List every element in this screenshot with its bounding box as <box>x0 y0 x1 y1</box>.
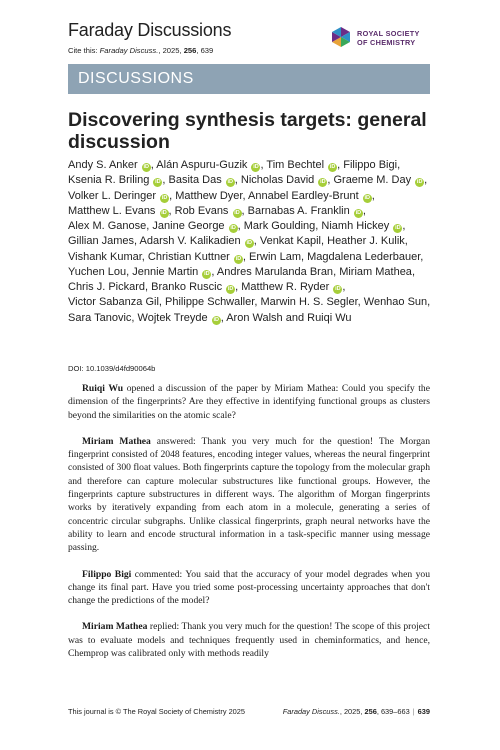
discussion-paragraph <box>68 435 430 555</box>
author-name[interactable]: Christian Kuttner <box>147 250 230 263</box>
orcid-icon[interactable]: iD <box>230 225 236 231</box>
author-name[interactable]: Graeme M. Day <box>333 174 412 187</box>
author-name[interactable]: Alex M. Ganose <box>68 220 147 232</box>
orcid-icon[interactable]: iD <box>253 164 259 170</box>
author-name[interactable]: Miriam Mathea <box>339 265 412 278</box>
author-name[interactable]: Barnabas A. Franklin <box>247 204 350 217</box>
rsc-logo-line2: OF CHEMISTRY <box>357 38 416 47</box>
orcid-icon[interactable]: iD <box>227 286 234 292</box>
speaker-name: Miriam Mathea <box>82 621 148 633</box>
author-name[interactable]: Mark Goulding <box>243 220 316 232</box>
footer-volume: 256 <box>364 707 377 716</box>
orcid-icon[interactable]: iD <box>320 179 326 186</box>
author-name[interactable]: Sara Tanovic <box>68 311 132 324</box>
orcid-icon[interactable]: iD <box>234 209 240 216</box>
author-name[interactable]: Annabel Eardley-Brunt <box>248 189 359 202</box>
author-name[interactable]: Vishank Kumar <box>68 250 142 263</box>
author-name[interactable]: Ruiqi Wu <box>307 311 352 324</box>
author-name[interactable]: Adarsh V. Kalikadien <box>139 235 241 248</box>
cite-year: , 2025, <box>158 46 184 55</box>
author-name[interactable]: Andy S. Anker <box>68 159 138 171</box>
author-name[interactable]: Matthew L. Evans <box>68 204 156 217</box>
orcid-icon[interactable]: iD <box>364 194 370 201</box>
speaker-name: Filippo Bigi <box>82 568 132 580</box>
author-name[interactable]: Alán Aspuru-Guzik <box>156 159 248 171</box>
author-name[interactable]: Niamh Hickey <box>321 220 390 232</box>
author-name[interactable]: Jennie Martin <box>132 265 199 278</box>
section-banner <box>68 64 430 94</box>
article-title: Discovering synthesis targets: general discussion <box>68 109 427 153</box>
footer-separator: | <box>412 707 415 716</box>
rsc-logo-line1: ROYAL SOCIETY <box>357 29 420 38</box>
author-name[interactable]: Matthew Dyer <box>175 189 243 202</box>
speaker-name: Miriam Mathea <box>82 435 151 447</box>
cite-journal: Faraday Discuss. <box>99 46 159 55</box>
citation-line <box>68 46 213 55</box>
author-name[interactable]: Philippe Schwaller <box>165 296 255 309</box>
author-name[interactable]: Heather J. Kulik <box>327 235 405 248</box>
author-list: Andy S. Anker iD , Alán Aspuru-Guzik iD , Tim Bechtel iD , Filippo Bigi, Ksenia R. Briling iD , Basita Das iD , Nicholas David iD , Graeme M. Day iD , Volker L. Deringer iD , Matthew Dyer, Annabel Eardley-Brunt iD , Matthew L. Evans iD , Rob Evans iD , Barnabas A. Franklin iD , Alex M. Ganose, Janine George iD , Mark Goulding, Niamh Hickey iD , Gillian James, Adarsh V. Kalikadien iD , Venkat Kapil, Heather J. Kulik, Vishank Kumar, Christian Kuttner iD , Erwin Lam, Magdalena Lederbauer, Yuchen Lou, Jennie Martin iD , Andres Marulanda Bran, Miriam Mathea, Chris J. Pickard, Branko Ruscic iD , Matthew R. Ryder iD , Victor Sabanza Gil, Philippe Schwaller, Marwin H. S. Segler, Wenhao Sun, Sara Tanovic, Wojtek Treyde iD , Aron Walsh and Ruiqi Wu <box>68 159 431 324</box>
author-name[interactable]: Chris J. Pickard <box>68 281 146 293</box>
paragraph-text: commented: You said that the accuracy of your model degrades when you change its final part. Have you tried some post-processing uncertainty approaches that don't change the predictions of the model? <box>68 568 431 607</box>
author-name[interactable]: Basita Das <box>168 174 222 187</box>
discussion-paragraph <box>68 382 430 422</box>
discussion-paragraph <box>68 568 430 608</box>
author-name[interactable]: Victor Sabanza Gil <box>68 296 159 309</box>
author-name[interactable]: Erwin Lam <box>249 250 302 263</box>
orcid-icon[interactable]: iD <box>161 194 168 201</box>
orcid-icon[interactable]: iD <box>204 270 210 277</box>
footer-page-number: 639 <box>417 707 430 716</box>
discussion-body <box>68 382 430 673</box>
author-name[interactable]: Volker L. Deringer <box>68 189 157 202</box>
footer-year: , 2025, <box>339 707 365 716</box>
journal-title: Faraday Discussions <box>68 20 232 40</box>
author-name[interactable]: Ksenia R. Briling <box>68 174 150 187</box>
footer-citation <box>283 707 430 716</box>
footer-copyright: This journal is © The Royal Society of Chemistry 2025 <box>68 707 246 716</box>
author-name[interactable]: Rob Evans <box>174 204 229 217</box>
author-name[interactable]: Marwin H. S. Segler <box>260 296 358 309</box>
author-name[interactable]: Filippo Bigi <box>343 159 398 171</box>
author-name[interactable]: Nicholas David <box>240 174 315 187</box>
orcid-icon[interactable]: iD <box>246 240 252 247</box>
author-name[interactable]: Wenhao Sun <box>363 296 428 309</box>
rsc-logo-text <box>357 29 420 47</box>
orcid-icon[interactable]: iD <box>161 209 167 216</box>
paragraph-text: replied: Thank you very much for the question! The scope of this project was to evaluate models and techniques frequently used in cheminformatics, and hence, Chemprop was calibrated only with methods readily <box>68 621 430 660</box>
orcid-icon[interactable]: iD <box>335 286 341 292</box>
footer-pages: , 639–663 <box>376 707 410 716</box>
rsc-logo[interactable] <box>330 26 450 52</box>
orcid-icon[interactable]: iD <box>235 255 242 262</box>
author-name[interactable]: Gillian James <box>68 235 135 248</box>
author-name[interactable]: Aron Walsh <box>226 311 283 324</box>
orcid-icon[interactable]: iD <box>227 179 234 186</box>
author-name[interactable]: Branko Ruscic <box>151 281 223 293</box>
orcid-icon[interactable]: iD <box>329 164 336 170</box>
author-name[interactable]: Andres Marulanda Bran <box>216 265 334 278</box>
orcid-icon[interactable]: iD <box>155 179 161 186</box>
discussion-paragraph <box>68 620 430 660</box>
rsc-hexagon-icon <box>330 26 352 48</box>
orcid-icon[interactable]: iD <box>395 225 401 231</box>
author-name[interactable]: Matthew R. Ryder <box>241 281 330 293</box>
orcid-icon[interactable]: iD <box>355 209 362 216</box>
orcid-icon[interactable]: iD <box>213 316 219 323</box>
paragraph-text: answered: Thank you very much for the question! The Morgan fingerprint consisted of 2048 features, encoding integer values, whereas the neural fingerprint consisted of 300 float values. Both fingerprints capture the topology from the molecular graph and therefore can capture molecular substructures like functional groups. However, the fingerprints capture substructures in different ways. The algorithm of Morgan fingerprints works by iteratively expanding from each atom in a molecule, generating a series of concentric circular subgraphs. Unlike classical fingerprints, graph neural networks have the ability to learn and encode structural information in a task-specific manner using message passing. <box>68 435 430 554</box>
cite-page: , 639 <box>196 46 214 55</box>
author-name[interactable]: Tim Bechtel <box>266 159 325 171</box>
author-name[interactable]: Venkat Kapil <box>259 235 321 248</box>
paragraph-text: opened a discussion of the paper by Miriam Mathea: Could you specify the dimension of the fingerprints? Are they effective in identifying functional groups as clusters beyond the similarities on the atomic scale? <box>68 383 430 421</box>
author-name[interactable]: Janine George <box>152 220 225 232</box>
author-name[interactable]: Yuchen Lou <box>68 265 127 278</box>
doi[interactable]: DOI: 10.1039/d4fd90064b <box>68 364 156 373</box>
cite-label: Cite this: <box>68 46 98 55</box>
cite-volume: 256 <box>183 46 197 55</box>
speaker-name: Ruiqi Wu <box>82 383 124 394</box>
footer-journal: Faraday Discuss. <box>282 707 340 716</box>
orcid-icon[interactable]: iD <box>416 179 423 186</box>
orcid-icon[interactable]: iD <box>143 164 150 170</box>
section-label: DISCUSSIONS <box>78 70 194 87</box>
author-name[interactable]: Magdalena Lederbauer <box>307 250 421 263</box>
author-name[interactable]: Wojtek Treyde <box>137 311 208 324</box>
